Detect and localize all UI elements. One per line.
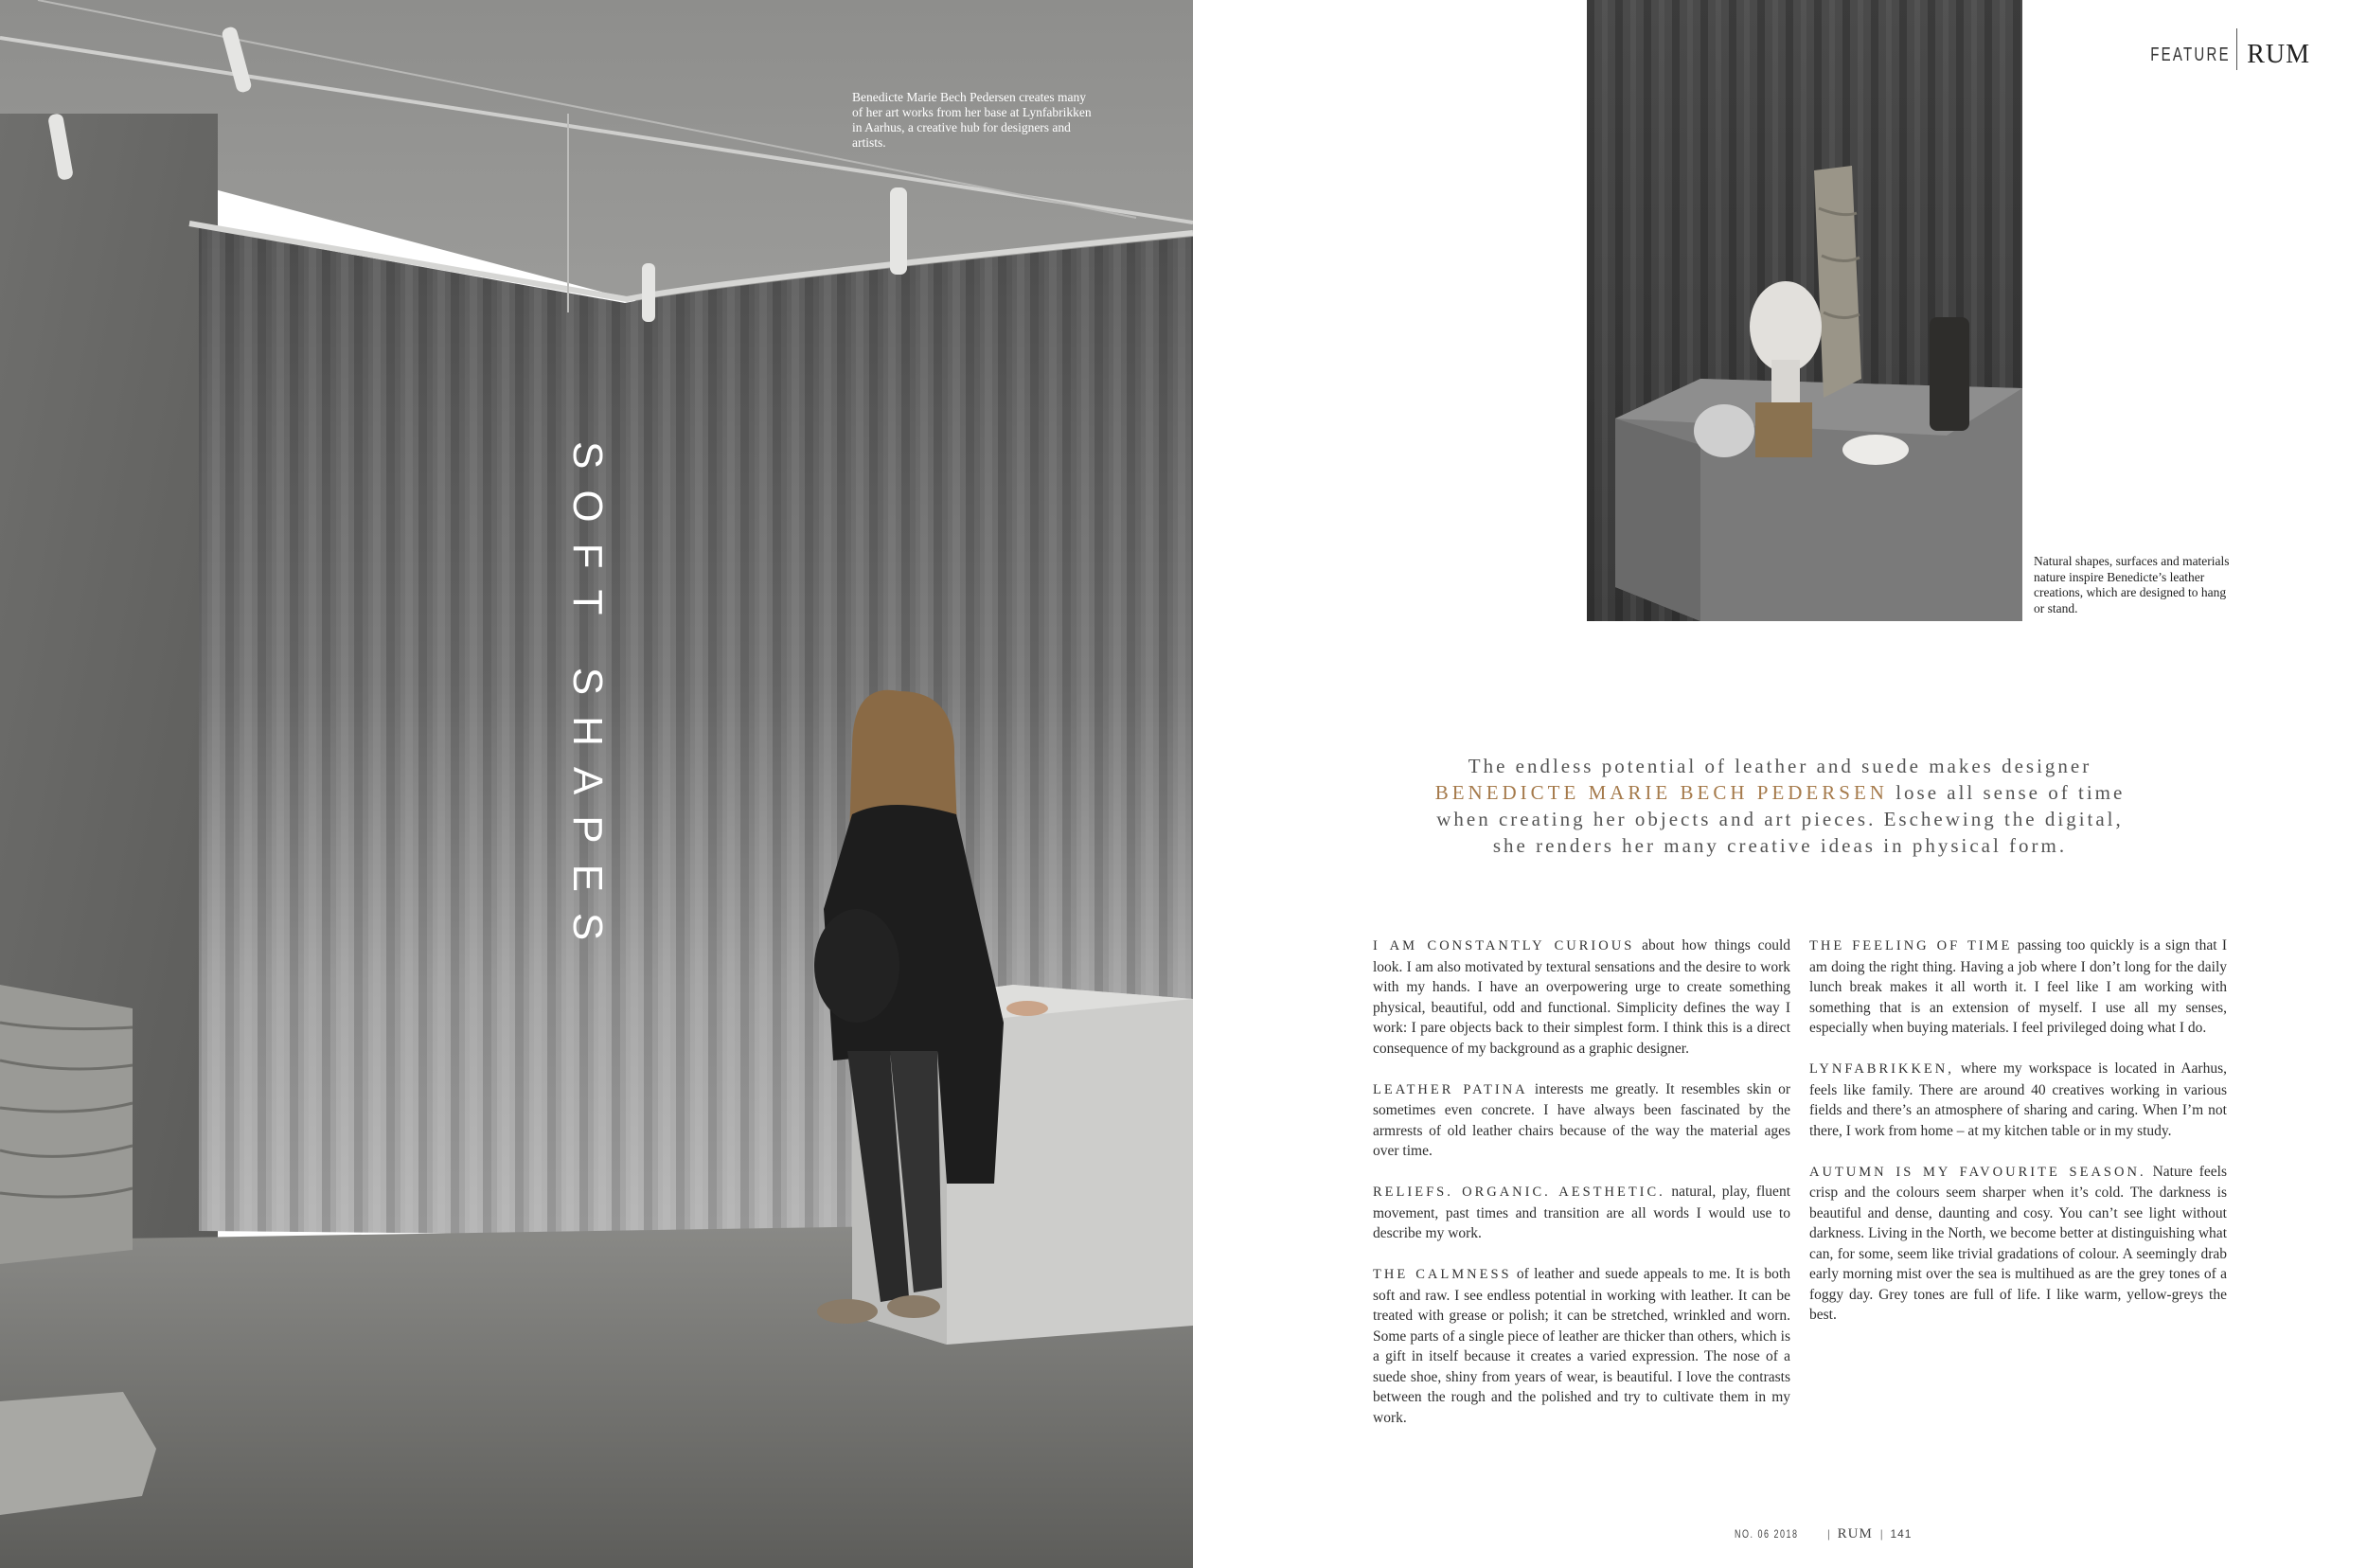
photo-caption-right: Natural shapes, surfaces and materials nature inspire Benedicte’s leather creations, which are designed to hang or stand. [2034, 554, 2230, 615]
paragraph [1809, 1059, 2227, 1141]
intro-text-after: lose all sense of time when creating her objects and art pieces. Eschewing the digital, she renders her many creative ideas in physical form. [1436, 781, 2126, 857]
intro-standfirst [1420, 753, 2140, 859]
paragraph-lead: AUTUMN IS MY FAVOURITE SEASON. [1809, 1164, 2146, 1180]
folio-separator: | [1827, 1526, 1830, 1541]
photo-caption-left: Benedicte Marie Bech Pedersen creates many of her art works from her base at Lynfabrikken in Aarhus, a creative hub for designers and artists. [852, 90, 1092, 150]
paragraph-text: passing too quickly is a sign that I am doing the right thing. Having a job where I don’t long for the daily lunch break makes it all worth it. I feel like I am working with something that is an extension of myself. I use all my senses, especially when buying materials. I feel privileged doing what I do. [1809, 937, 2227, 1036]
folio-separator: | [1879, 1526, 1883, 1541]
masthead [2124, 36, 2310, 74]
body-column-right [1809, 935, 2227, 1449]
paragraph [1373, 1264, 1790, 1428]
body-columns [1373, 935, 2227, 1449]
paragraph [1373, 935, 1790, 1059]
designer-name: BENEDICTE MARIE BECH PEDERSEN [1434, 781, 1888, 804]
paragraph-text: of leather and suede appeals to me. It is both soft and raw. I see endless potential in working with leather. It can be treated with grease or polish; it can be stretched, wrinkled and worn. Some parts of a single piece of leather are thicker than others, which is a gift in itself because it creates a varied expression. The nose of a suede shoe, shiny from years of wear, is beautiful. I love the contrasts between the rough and the polished and try to cultivate them in my work. [1373, 1266, 1790, 1426]
magazine-logo: RUM [2247, 40, 2310, 69]
page-folio [1735, 1526, 1912, 1542]
paragraph-text: natural, play, fluent movement, past times and transition are all words I would use to describe my work. [1373, 1184, 1790, 1241]
paragraph [1373, 1079, 1790, 1162]
paragraph-text: Nature feels crisp and the colours seem sharper when it’s cold. The darkness is beautiful and dense, daunting and cosy. You can’t see light without darkness. Living in the North, we become better at distinguishing what can, for some, seem like trivial gradations of colour. A seemingly drab early morning mist over the sea is multihued as are the grey tones of a foggy day. Grey tones are full of life. I like warm, yellow-greys the best. [1809, 1163, 2228, 1323]
section-label: FEATURE [2150, 44, 2232, 65]
paragraph [1809, 935, 2227, 1039]
paragraph-text: interests me greatly. It resembles skin or sometimes even concrete. I have always been fascinated by the armrests of old leather chairs because of the way the material ages over time. [1373, 1080, 1791, 1159]
page-number: 141 [1890, 1527, 1913, 1541]
vertical-title: SOFT SHAPES [564, 441, 611, 962]
paragraph-lead: THE FEELING OF TIME [1809, 938, 2013, 953]
objects-photograph [1587, 0, 2022, 621]
issue-number: NO. 06 2018 [1735, 1527, 1799, 1541]
paragraph [1809, 1162, 2227, 1326]
folio-magazine: RUM [1837, 1526, 1873, 1541]
paragraph-text: about how things could look. I am also motivated by textural sensations and the desire to work with my hands. I have an overpowering urge to create something physical, beautiful, odd and functional. Simplicity defines the way I work: I pare objects back to their simplest form. I think this is a direct consequence of my background as a graphic designer. [1373, 937, 1791, 1057]
paragraph-lead: THE CALMNESS [1373, 1267, 1512, 1282]
body-column-left [1373, 935, 1790, 1449]
paragraph-text: where my workspace is located in Aarhus, feels like family. There are around 40 creatives working in various fields and there’s an atmosphere of sharing and caring. When I’m not there, I work from home – at my kitchen table or in my study. [1809, 1060, 2227, 1139]
paragraph-lead: I AM CONSTANTLY CURIOUS [1373, 938, 1635, 953]
masthead-divider [2236, 28, 2237, 70]
paragraph [1373, 1182, 1790, 1244]
paragraph-lead: RELIEFS. ORGANIC. AESTHETIC. [1373, 1185, 1665, 1200]
paragraph-lead: LYNFABRIKKEN, [1809, 1061, 1954, 1077]
paragraph-lead: LEATHER PATINA [1373, 1081, 1528, 1097]
intro-text-before: The endless potential of leather and suede makes designer [1468, 755, 2092, 777]
